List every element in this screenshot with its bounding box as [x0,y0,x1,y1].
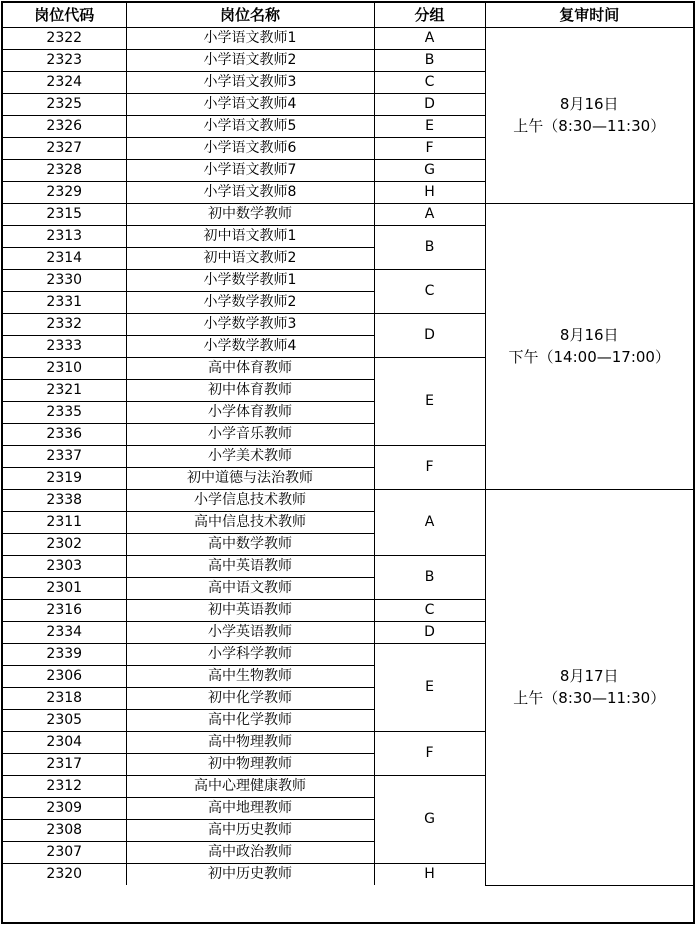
position-code: 2302 [3,533,126,555]
position-name: 初中化学教师 [126,687,374,709]
position-code: 2335 [3,401,126,423]
position-name: 初中物理教师 [126,753,374,775]
position-code: 2323 [3,49,126,71]
position-name: 初中道德与法治教师 [126,467,374,489]
position-code: 2324 [3,71,126,93]
position-code: 2325 [3,93,126,115]
group-label: A [374,203,485,225]
position-name: 高中信息技术教师 [126,511,374,533]
position-name: 小学数学教师2 [126,291,374,313]
position-name: 初中语文教师2 [126,247,374,269]
position-name: 小学数学教师3 [126,313,374,335]
review-time-cell [485,27,693,203]
header-group: 分组 [374,3,485,27]
group-label: D [374,93,485,115]
group-label: E [374,643,485,731]
review-time-range: 下午（14:00—17:00） [508,348,670,366]
position-name: 小学信息技术教师 [126,489,374,511]
group-label: H [374,181,485,203]
group-label: A [374,27,485,49]
review-time-cell [485,203,693,489]
group-label: H [374,863,485,885]
position-code: 2303 [3,555,126,577]
group-label: F [374,731,485,775]
position-name: 初中历史教师 [126,863,374,885]
group-label: F [374,137,485,159]
position-name: 高中体育教师 [126,357,374,379]
position-code: 2301 [3,577,126,599]
position-code: 2312 [3,775,126,797]
position-name: 小学语文教师7 [126,159,374,181]
position-name: 小学数学教师1 [126,269,374,291]
review-date: 8月16日 [559,95,619,113]
position-code: 2334 [3,621,126,643]
review-date: 8月16日 [559,326,619,344]
position-code: 2329 [3,181,126,203]
position-name: 高中政治教师 [126,841,374,863]
group-label: B [374,555,485,599]
review-time-range: 上午（8:30—11:30） [513,117,666,135]
position-name: 小学音乐教师 [126,423,374,445]
position-name: 小学科学教师 [126,643,374,665]
position-name: 高中语文教师 [126,577,374,599]
position-code: 2306 [3,665,126,687]
position-code: 2314 [3,247,126,269]
position-code: 2331 [3,291,126,313]
position-code: 2318 [3,687,126,709]
position-code: 2332 [3,313,126,335]
position-name: 小学英语教师 [126,621,374,643]
position-name: 高中化学教师 [126,709,374,731]
position-code: 2337 [3,445,126,467]
position-name: 小学语文教师4 [126,93,374,115]
group-label: C [374,71,485,93]
position-name: 小学语文教师1 [126,27,374,49]
group-label: C [374,599,485,621]
review-time-cell [485,489,693,885]
position-code: 2315 [3,203,126,225]
position-name: 小学美术教师 [126,445,374,467]
schedule-table-frame [1,1,695,924]
table-row [3,489,693,511]
position-name: 高中历史教师 [126,819,374,841]
position-name: 小学数学教师4 [126,335,374,357]
header-row [3,3,693,27]
position-code: 2338 [3,489,126,511]
position-name: 小学语文教师6 [126,137,374,159]
header-code: 岗位代码 [3,3,126,27]
header-time: 复审时间 [485,3,693,27]
review-time-range: 上午（8:30—11:30） [513,689,666,707]
position-code: 2313 [3,225,126,247]
position-name: 初中体育教师 [126,379,374,401]
table-body [3,27,693,885]
group-label: B [374,49,485,71]
group-label: B [374,225,485,269]
position-code: 2311 [3,511,126,533]
group-label: G [374,775,485,863]
group-label: D [374,313,485,357]
position-code: 2307 [3,841,126,863]
position-code: 2316 [3,599,126,621]
group-label: D [374,621,485,643]
position-name: 小学语文教师8 [126,181,374,203]
position-name: 小学语文教师3 [126,71,374,93]
position-name: 高中生物教师 [126,665,374,687]
position-name: 初中语文教师1 [126,225,374,247]
position-code: 2310 [3,357,126,379]
group-label: C [374,269,485,313]
position-name: 高中英语教师 [126,555,374,577]
position-name: 小学体育教师 [126,401,374,423]
group-label: A [374,489,485,555]
position-code: 2326 [3,115,126,137]
review-schedule-table [3,3,693,886]
position-name: 小学语文教师2 [126,49,374,71]
position-code: 2322 [3,27,126,49]
review-date: 8月17日 [559,667,619,685]
position-name: 小学语文教师5 [126,115,374,137]
table-row [3,203,693,225]
position-name: 初中英语教师 [126,599,374,621]
position-code: 2328 [3,159,126,181]
position-code: 2305 [3,709,126,731]
position-code: 2304 [3,731,126,753]
position-code: 2320 [3,863,126,885]
position-code: 2319 [3,467,126,489]
position-code: 2321 [3,379,126,401]
position-code: 2339 [3,643,126,665]
group-label: E [374,357,485,445]
position-code: 2308 [3,819,126,841]
position-code: 2330 [3,269,126,291]
position-name: 高中物理教师 [126,731,374,753]
group-label: G [374,159,485,181]
table-row [3,27,693,49]
position-code: 2336 [3,423,126,445]
position-name: 高中地理教师 [126,797,374,819]
group-label: F [374,445,485,489]
position-code: 2333 [3,335,126,357]
position-name: 高中心理健康教师 [126,775,374,797]
position-name: 高中数学教师 [126,533,374,555]
position-code: 2317 [3,753,126,775]
position-code: 2309 [3,797,126,819]
position-name: 初中数学教师 [126,203,374,225]
header-name: 岗位名称 [126,3,374,27]
position-code: 2327 [3,137,126,159]
group-label: E [374,115,485,137]
